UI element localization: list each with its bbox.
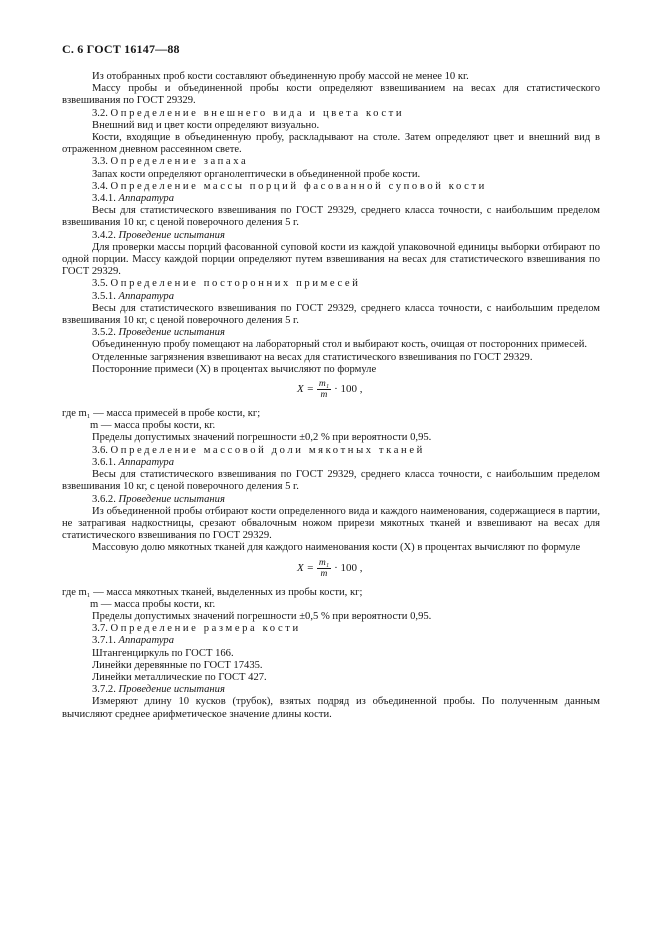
subsection-heading [62,230,600,242]
formula-denominator: m [320,390,328,401]
section-heading [62,181,600,193]
section-number: 3.2. [92,107,108,119]
section-number: 3.7.2. [92,684,116,696]
formula-legend: m — масса пробы кости, кг. [90,598,216,610]
section-number: 3.3. [92,156,108,168]
paragraph: Кости, входящие в объединенную пробу, раскладывают на столе. Затем определяют цвет и внешний вид в отраженном дневном рассеянном свете. [62,132,600,156]
formula-legend: где m₁ — масса примесей в пробе кости, кг; [62,408,261,420]
subsection-heading [62,457,600,469]
page-header: С. 6 ГОСТ 16147—88 [62,42,180,56]
formula-rhs: · 100 , [334,383,363,396]
subsection-heading [62,635,600,647]
subsection-heading [62,193,600,205]
subsection-title: Проведение испытания [118,327,225,339]
paragraph: Объединенную пробу помещают на лабораторный стол и выбирают кость, очищая от посторонних примесей. [92,339,588,351]
formula-lhs: X = [297,383,314,396]
section-title: Определение массы порций фасованной суповой кости [110,180,487,192]
paragraph: Пределы допустимых значений погрешности ±0,2 % при вероятности 0,95. [92,432,432,444]
paragraph: Весы для статистического взвешивания по ГОСТ 29329, среднего класса точности, с наибольшим пределом взвешивания 10 кг, с ценой поверочного деления 5 г. [62,469,600,493]
section-heading [62,445,600,457]
paragraph: Массу пробы и объединенной пробы кости определяют взвешиванием на весах для статистического взвешивания по ГОСТ 29329. [62,83,600,107]
section-title: Определение посторонних примесей [110,278,361,290]
paragraph: Пределы допустимых значений погрешности ±0,5 % при вероятности 0,95. [92,610,432,622]
section-heading [62,278,600,290]
paragraph: Весы для статистического взвешивания по ГОСТ 29329, среднего класса точности, с наибольшим пределом взвешивания 10 кг, с ценой поверочного деления 5 г. [62,205,600,229]
subsection-heading [62,494,600,506]
paragraph: Массовую долю мякотных тканей для каждого наименования кости (X) в процентах вычисляют по формуле [92,542,581,554]
subsection-title: Аппаратура [118,635,174,647]
section-number: 3.4.1. [92,193,116,205]
formula-denominator: m [320,568,328,579]
section-number: 3.5. [92,278,108,290]
section-number: 3.5.1. [92,290,116,302]
subsection-title: Проведение испытания [118,493,225,505]
paragraph: Запах кости определяют органолептически в объединенной пробе кости. [92,168,421,180]
section-title: Определение внешнего вида и цвета кости [110,107,405,119]
formula-legend: m — масса пробы кости, кг. [90,420,216,432]
formula-fraction [317,379,331,400]
subsection-title: Аппаратура [118,456,174,468]
paragraph: Для проверки массы порций фасованной суповой кости из каждой упаковочной единицы выборки отбирают по одной порции. Массу каждой порции определяют путем взвешивания на весах для статистического взвешивания по ГОСТ 29329. [62,241,600,278]
section-title: Определение массовой доли мякотных тканей [110,444,425,456]
section-heading [62,623,600,635]
section-title: Определение запаха [110,156,249,168]
subsection-title: Проведение испытания [118,229,225,241]
subsection-heading [62,291,600,303]
section-number: 3.6. [92,444,108,456]
subsection-title: Проведение испытания [118,684,225,696]
formula [297,379,363,400]
section-heading [62,156,600,168]
formula-numerator: m₁ [318,379,330,390]
section-number: 3.6.1. [92,456,116,468]
subsection-heading [62,327,600,339]
list-item: Штангенциркуль по ГОСТ 166. [92,647,234,659]
section-number: 3.6.2. [92,493,116,505]
section-number: 3.5.2. [92,327,116,339]
list-item: Линейки деревянные по ГОСТ 17435. [92,659,263,671]
formula-block [62,377,600,407]
section-title: Определение размера кости [110,623,301,635]
section-heading [62,108,600,120]
paragraph: Измеряют длину 10 кусков (трубок), взятых подряд из объединенной пробы. По полученным данным вычисляют среднее арифметическое значение длины кости. [62,696,600,720]
paragraph: Весы для статистического взвешивания по ГОСТ 29329, среднего класса точности, с наибольшим пределом взвешивания 10 кг, с ценой поверочного деления 5 г. [62,302,600,327]
section-number: 3.7. [92,623,108,635]
formula [297,558,363,579]
list-item: Линейки металлические по ГОСТ 427. [92,671,267,683]
formula-rhs: · 100 , [334,561,363,574]
paragraph: Посторонние примеси (X) в процентах вычисляют по формуле [92,363,377,375]
paragraph: Из отобранных проб кости составляют объединенную пробу массой не менее 10 кг. [92,71,469,82]
paragraph: Отделенные загрязнения взвешивают на весах для статистического взвешивания по ГОСТ 29329. [92,351,533,363]
paragraph: Из объединенной пробы отбирают кости определенного вида и каждого наименования, содержащиеся в партии, не затрагивая надкостницы, срезают обвалочным ножом прирези мякотных тканей и взвешивают на весах для статистического взвешивания по ГОСТ 29329. [62,505,600,542]
subsection-heading [62,684,600,696]
subsection-title: Аппаратура [118,193,174,205]
section-number: 3.4.2. [92,229,116,241]
formula-legend: где m₁ — масса мякотных тканей, выделенных из пробы кости, кг; [62,586,363,598]
section-number: 3.7.1. [92,635,116,647]
formula-lhs: X = [297,561,314,574]
section-number: 3.4. [92,180,108,192]
formula-fraction [317,558,331,579]
subsection-title: Аппаратура [118,290,174,302]
document-body [62,71,600,721]
formula-numerator: m₁ [318,557,330,568]
formula-block [62,556,600,586]
paragraph: Внешний вид и цвет кости определяют визуально. [92,119,320,131]
